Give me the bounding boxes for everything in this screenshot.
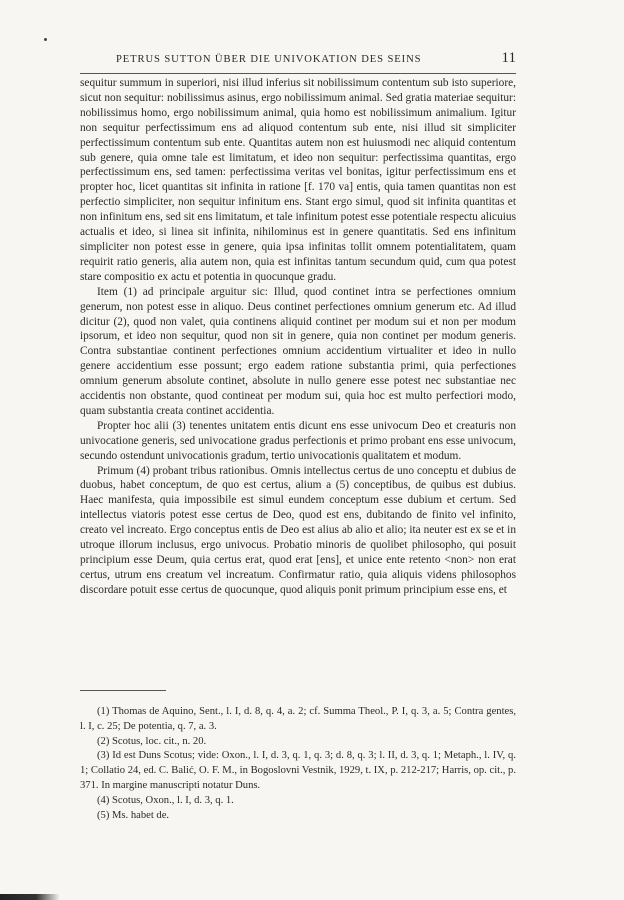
paragraph: Primum (4) probant tribus rationibus. Omnis intellectus certus de uno conceptu et dubius de duobus, habet conceptum, de quo est certus, alium a (5) conceptibus, de quibus est dubius. Haec manifesta, quia impossibile est simul eundem conceptum esse dubium et certum. Sed intellectus viatoris potest esse certus de Deo, quod est ens, dubitando de finito vel infinito, creato vel increato. Ergo conceptus entis de Deo est alius ab alio et alio; ita neuter est ex se et in utroque illorum inclusus, ergo univocus. Probatio minoris de quolibet philosopho, qui posuit principium esse Deum, quia certus erat, quod erat [ens], et unice ente retento <non> non erat certus, utrum ens creatum vel increatum. Confirmatur ratio, quia aliquis videns philosophos discordare potuit esse certus de quocunque, quod aliquis ponit primum principium esse ens, et [80,464,516,596]
paragraph: Propter hoc alii (3) tenentes unitatem entis dicunt ens esse univocum Deo et creaturis non univocatione generis, sed univocatione gradus perfectionis et primo probant ens esse univocum, secundo ostendunt univocationis gradum, tertio univocationis qualitatem et modum. [80,419,516,462]
main-text [80,76,516,598]
footnote: (4) Scotus, Oxon., l. I, d. 3, q. 1. [97,794,234,806]
scan-edge-mark [0,894,60,900]
page-number: 11 [501,50,516,66]
paragraph: Item (1) ad principale arguitur sic: Illud, quod continet intra se perfectiones omnium generum, non potest esse in aliquo. Deus continet perfectiones omnium generum etc. Ad illud dicitur (2), quod non valet, quia continens aliquid continet per modum sui et non per modum ipsorum, et ideo non sequitur, quod non sit in genere, quia non continet per modum generis. Contra substantiae continent perfectiones omnium accidentium virtualiter et ideo in nullo genere accidentium esse possunt; ergo eadem ratione substantia primi, quia perfectiones omnium generum absolute continet, absolute in nullo genere esse potest nec substantiae nec accidentis non obstante, quod contineat per modum sui, quia hoc est multo perfectiori modo, quam substantia creata continet accidentia. [80,285,516,417]
footnote: (3) Id est Duns Scotus; vide: Oxon., l. I, d. 3, q. 1, q. 3; d. 8, q. 3; l. II, d. 3, q. 1; Metaph., l. IV, q. 1; Collatio 24, ed. C. Balić, O. F. M., in Bogoslovni Vestnik, 1929, t. IX, p. 212-217; Harris, op. cit., p. 371. In margine manuscripti notatur Duns. [80,750,516,791]
paragraph: sequitur summum in superiori, nisi illud inferius sit nobilissimum contentum sub isto superiore, sicut non sequitur: nobilissimus asinus, ergo nobilissimum animal. Sed gratia materiae sequitur: nobilissimus homo, ergo nobilissimum animal, quia homo est nobilissimum animalium. Igitur non sequitur perfectissimum ens ad aliquod contentum sub ente, nisi illud sit simpliciter perfectissimum contentum sub ente. Quantitas autem non est huiusmodi nec aliquid contentum sub genere, quia omne tale est limitatum, et ideo non sequitur: perfectissima quantitas, ergo perfectissimum ens, sed tamen: perfectissima veritas vel bonitas, igitur perfectissimum ens et propter hoc, licet quantitas sit infinita in ratione [f. 170 va] entis, quia tamen quantitas non est perfectio simpliciter, non sequitur infinitum ens. Stant ergo simul, quod sit infinita quantitas et non infinitum ens, sed sit ens limitatum, et tale infinitum potest esse potentiale respectu alicuius actualis et ideo, si linea sit infinita, nihilominus est in genere quantitatis. Sed ens infinitum simpliciter non potest esse in genere, quia ipsa infinitas tollit omnem potentialitatem, quam requirit ratio generis, alia autem non, quia est infinitas tantum secundum quid, cum qua potest stare compositio ex actu et potentia in quocunque gradu. [80,77,516,283]
speck-mark [44,38,47,41]
footnotes [80,705,516,823]
page-header [80,50,516,70]
footnote: (5) Ms. habet de. [97,809,170,821]
footnote: (2) Scotus, loc. cit., n. 20. [97,735,207,747]
footnote: (1) Thomas de Aquino, Sent., l. I, d. 8, q. 4, a. 2; cf. Summa Theol., P. I, q. 3, a. 5; Contra gentes, l. I, c. 25; De potentia, q. 7, a. 3. [80,706,516,732]
header-rule [80,73,516,74]
footnote-rule [80,690,166,691]
running-head: PETRUS SUTTON ÜBER DIE UNIVOKATION DES SEINS [116,54,422,65]
